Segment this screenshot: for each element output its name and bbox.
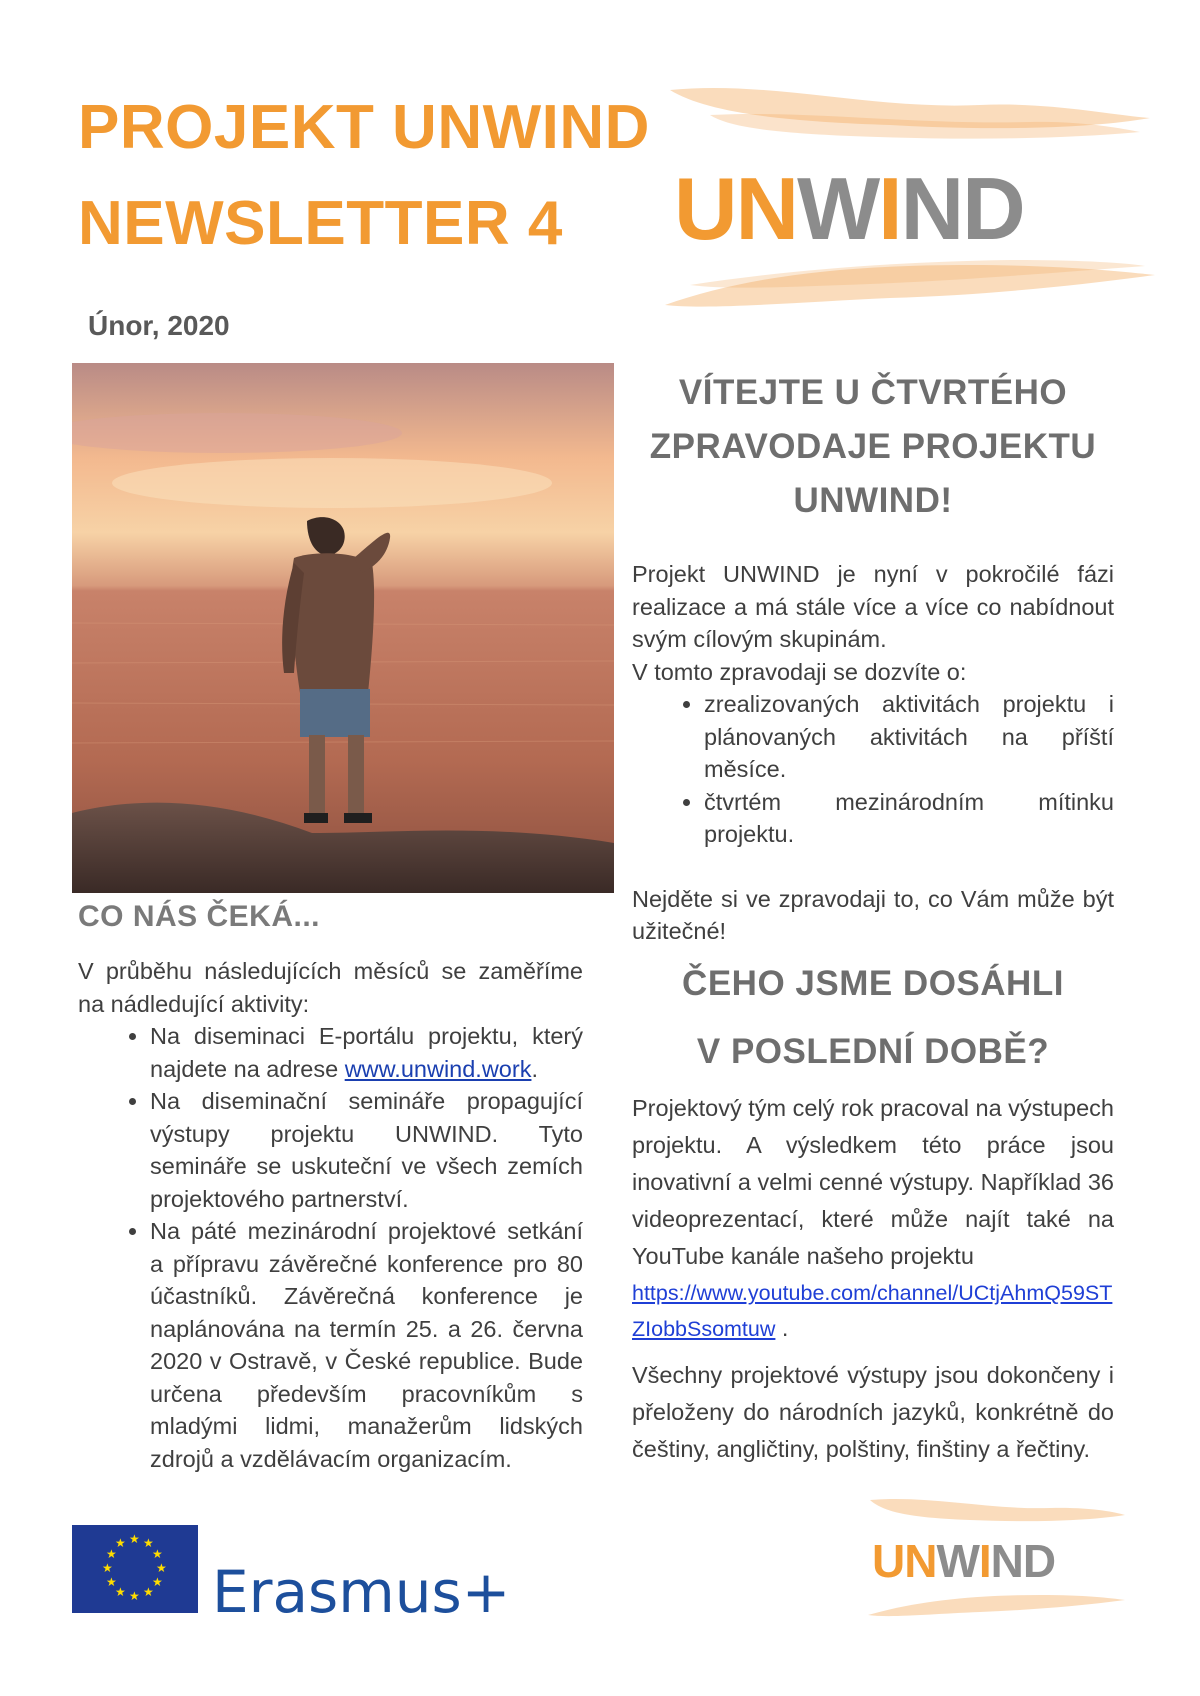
section-heading-upcoming: CO NÁS ČEKÁ... bbox=[78, 900, 321, 933]
svg-text:★: ★ bbox=[129, 1589, 140, 1603]
erasmus-plus-wordmark: Erasmus+ bbox=[212, 1558, 511, 1626]
svg-text:★: ★ bbox=[106, 1547, 117, 1561]
svg-text:★: ★ bbox=[152, 1575, 163, 1589]
welcome-section bbox=[632, 366, 1114, 528]
issue-date: Únor, 2020 bbox=[88, 310, 230, 341]
bullet1-text: Na diseminaci E-portálu projektu, který najdete na adrese bbox=[150, 1023, 583, 1082]
list-item: • Na páté mezinárodní projektové setkání a přípravu závěrečné konference pro 80 účastníků. Závěrečná konference je naplánována na termín 25. a 26. června 2020 v Ostravě, v České republice. Bude určena především pracovníkům s mladými lidmi, manažerům lidských zdrojů a vzdělávacím organizacím. bbox=[150, 1215, 583, 1475]
unwind-logo-large bbox=[650, 70, 1160, 320]
upcoming-intro: V průběhu následujících měsíců se zaměříme na nádledující aktivity: bbox=[78, 958, 583, 1017]
svg-text:★: ★ bbox=[102, 1561, 113, 1575]
newsletter-title-line2: NEWSLETTER 4 bbox=[78, 189, 563, 258]
achieved-heading-line1: ČEHO JSME DOSÁHLI bbox=[682, 964, 1064, 1003]
achieved-paragraph-1: Projektový tým celý rok pracoval na výstupech projektu. A výsledkem této práce jsou inovativní a velmi cenné výstupy. Například 36 videoprezentací, které může najít také na YouTube kanále našeho projektu bbox=[632, 1095, 1114, 1269]
svg-text:★: ★ bbox=[152, 1547, 163, 1561]
welcome-paragraph-2: V tomto zpravodaji se dozvíte o: bbox=[632, 658, 967, 685]
list-item bbox=[150, 1020, 583, 1085]
eu-flag-logo bbox=[72, 1525, 198, 1613]
svg-text:★: ★ bbox=[106, 1575, 117, 1589]
svg-text:★: ★ bbox=[129, 1532, 140, 1546]
list-item: • Na diseminační semináře propagující výstupy projektu UNWIND. Tyto semináře se uskuteční ve všech zemích projektového partnerství. bbox=[150, 1085, 583, 1215]
list-item: • čtvrtém mezinárodním mítinku projektu. bbox=[704, 786, 1114, 851]
svg-text:★: ★ bbox=[115, 1585, 126, 1599]
upcoming-section bbox=[78, 955, 583, 1475]
youtube-link-line bbox=[632, 1275, 1114, 1347]
upcoming-list bbox=[78, 1020, 583, 1475]
youtube-channel-link[interactable]: https://www.youtube.com/channel/UCtjAhmQ59STZIobbSsomtuw bbox=[632, 1281, 1113, 1341]
welcome-paragraph-1: Projekt UNWIND je nyní v pokročilé fázi realizace a má stále více a více co nabídnout svým cílovým skupinám. bbox=[632, 561, 1114, 652]
sunset-sea-photo bbox=[72, 363, 614, 893]
unwind-logo-small bbox=[860, 1490, 1130, 1625]
welcome-paragraph-3: Nejděte si ve zpravodaji to, co Vám může být užitečné! bbox=[632, 885, 1114, 944]
svg-text:★: ★ bbox=[143, 1585, 154, 1599]
youtube-link-end: . bbox=[775, 1315, 789, 1341]
unwind-portal-link[interactable]: www.unwind.work bbox=[344, 1055, 532, 1082]
achieved-paragraph-2: Všechny projektové výstupy jsou dokončeny i přeloženy do národních jazyků, konkrétně do češtiny, angličtiny, polštiny, finštiny a řečtiny. bbox=[632, 1362, 1114, 1462]
achieved-heading bbox=[632, 950, 1114, 1086]
newsletter-title-line1: PROJEKT UNWIND bbox=[78, 93, 650, 162]
logo-wordmark-small: UNWIND bbox=[872, 1535, 1056, 1587]
achieved-heading-line2: V POSLEDNÍ DOBĚ? bbox=[696, 1032, 1050, 1071]
logo-wordmark: UNWIND bbox=[674, 159, 1024, 258]
eu-stars-icon bbox=[72, 1525, 198, 1613]
welcome-heading: VÍTEJTE U ČTVRTÉHO ZPRAVODAJE PROJEKTU UNWIND! bbox=[649, 373, 1097, 520]
welcome-list bbox=[632, 688, 1114, 851]
bullet1-end: . bbox=[531, 1055, 538, 1082]
svg-text:★: ★ bbox=[143, 1536, 154, 1550]
svg-text:★: ★ bbox=[115, 1536, 126, 1550]
welcome-body bbox=[632, 558, 1114, 948]
svg-text:★: ★ bbox=[156, 1561, 167, 1575]
list-item: • zrealizovaných aktivitách projektu i plánovaných aktivitách na příští měsíce. bbox=[704, 688, 1114, 786]
achieved-body bbox=[632, 1090, 1114, 1468]
